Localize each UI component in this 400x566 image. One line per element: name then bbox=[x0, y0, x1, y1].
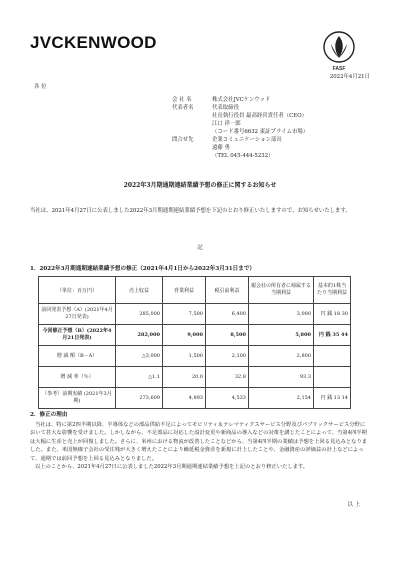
row-label: 今回修正予想（B）(2022年4月21日発表) bbox=[39, 325, 116, 346]
company-info bbox=[172, 96, 308, 160]
table-cell: 285,000 bbox=[116, 304, 163, 325]
fasf-label: FASF bbox=[332, 66, 346, 72]
reason-paragraph: 当社は、特に第2四半期以降、半導体などの部品供給不足によってモビリティ＆テレマティクスサービス分野及びパブリックサービス分野において甚大な影響を受けました。しかしながら、不足部品に対応した設計変更や新商品の導入などの対策を講じたことによって、当第4四半期は大幅に生産と売上が回復しました。さらに、米州における物流が改善したことなどから、当第4四半期の業績は予想を上回る見込みとなりました。また、米国無線子会社の受注残が大きく増えたことにより繰延税金資産を新規に計上したことや、金融資産の評価益の計上などによって、通期では前回予想を上回る見込みとなりました。 bbox=[30, 422, 368, 462]
document-title: 2022年3月期通期連結業績予想の修正に関するお知らせ bbox=[123, 182, 277, 189]
table-cell: 5,800 bbox=[249, 325, 314, 346]
info-row: 代表者名 代表取締役 bbox=[172, 105, 239, 111]
table-header: 基本的1株当たり当期利益 bbox=[314, 277, 351, 304]
table-header: 税引前利益 bbox=[206, 277, 249, 304]
section-1-heading: 1．2022年3月期通期連結業績予想の修正（2021年4月1日から2022年3月31日まで） bbox=[30, 266, 255, 272]
table-cell: 4,893 bbox=[163, 388, 206, 409]
info-row: （コード番号6632 東証プライム市場） bbox=[212, 129, 309, 135]
info-row: 会 社 名 株式会社JVCケンウッド bbox=[172, 97, 271, 103]
table-cell: 6,400 bbox=[206, 304, 249, 325]
table-cell: 273,609 bbox=[116, 388, 163, 409]
closing-mark: 以 上 bbox=[347, 502, 360, 508]
table-header: 営業利益 bbox=[163, 277, 206, 304]
table-cell bbox=[314, 346, 351, 367]
table-row bbox=[39, 325, 351, 346]
fasf-mark-icon bbox=[322, 30, 356, 68]
row-label: （参考）前期実績 (2021年3月期) bbox=[39, 388, 116, 409]
table-header: （単位：百万円） bbox=[39, 277, 116, 304]
info-row: 江口 祥一郎 bbox=[212, 121, 241, 127]
table-cell: 3,000 bbox=[249, 304, 314, 325]
table-cell: 円 銭 35 44 bbox=[314, 325, 351, 346]
reason-text bbox=[30, 421, 370, 471]
info-row: 遠藤 勇 bbox=[212, 145, 230, 151]
row-label: 前回発表予想（A）(2021年4月27日発表) bbox=[39, 304, 116, 325]
intro-paragraph: 当社は、2021年4月27日に公表しました2022年3月期通期連結業績予想を下記のとおり修正いたしますので、お知らせいたします。 bbox=[30, 208, 351, 214]
info-row: 問合せ先 企業コミュニケーション部長 bbox=[172, 137, 282, 143]
table-cell: 2,100 bbox=[206, 346, 249, 367]
table-row bbox=[39, 346, 351, 367]
table-header: 親会社の所有者に帰属する当期利益 bbox=[249, 277, 314, 304]
release-date: 2022年4月21日 bbox=[329, 74, 370, 80]
addressee: 各 位 bbox=[34, 84, 47, 90]
table-cell: 32.8 bbox=[206, 367, 249, 388]
table-cell: 93.3 bbox=[249, 367, 314, 388]
table-cell: 20.0 bbox=[163, 367, 206, 388]
reason-paragraph: 以上のことから、2021年4月27日に公表しました2022年3月期通期連結業績予想を上記のとおり修正いたします。 bbox=[35, 464, 309, 471]
table-header-row bbox=[39, 277, 351, 304]
table-cell bbox=[314, 367, 351, 388]
table-cell: 8,500 bbox=[206, 325, 249, 346]
table-cell: 7,500 bbox=[163, 304, 206, 325]
ki-marker: 記 bbox=[197, 245, 203, 251]
table-cell: 4,533 bbox=[206, 388, 249, 409]
table-row bbox=[39, 367, 351, 388]
info-row: （TEL 045-444-5232） bbox=[212, 153, 274, 159]
table-header: 売上収益 bbox=[116, 277, 163, 304]
table-cell: 1,500 bbox=[163, 346, 206, 367]
table-cell: 282,000 bbox=[116, 325, 163, 346]
table-row bbox=[39, 304, 351, 325]
table-cell: 2,154 bbox=[249, 388, 314, 409]
info-row: 社長執行役員 最高経営責任者（CEO） bbox=[212, 113, 308, 119]
table-row bbox=[39, 388, 351, 409]
forecast-table bbox=[38, 276, 351, 409]
table-cell: △1.1 bbox=[116, 367, 163, 388]
table-cell: 9,000 bbox=[163, 325, 206, 346]
row-label: 増 減 率（％） bbox=[39, 367, 116, 388]
table-cell: 2,800 bbox=[249, 346, 314, 367]
table-cell: 円 銭 13 14 bbox=[314, 388, 351, 409]
section-2-heading: 2．修正の理由 bbox=[30, 412, 68, 418]
company-logo: JVCKENWOOD bbox=[30, 33, 157, 52]
table-cell: △3,000 bbox=[116, 346, 163, 367]
row-label: 増 減 額（B－A） bbox=[39, 346, 116, 367]
table-cell: 円 銭 18 30 bbox=[314, 304, 351, 325]
